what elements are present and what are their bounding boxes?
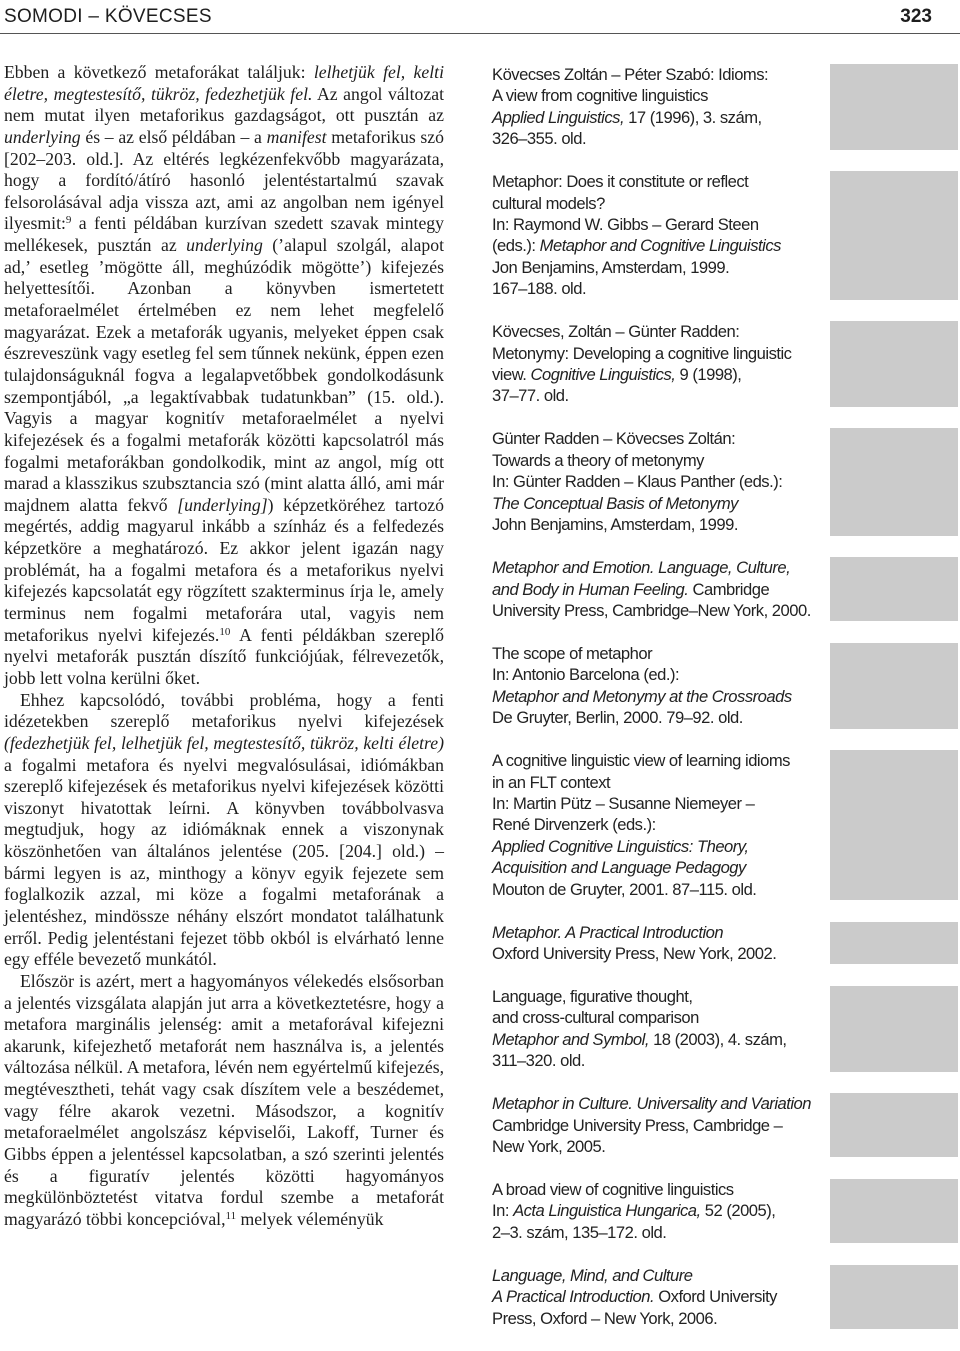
reference-line: (eds.): Metaphor and Cognitive Linguistics	[492, 236, 781, 256]
body-paragraph: Először is azért, mert a hagyományos vélekedés elsősorban a jelentés vizsgálata alapján jut arra a következtetésre, hogy a metafora marginális jelenség: amit a metaforával kifejezni akarunk, kifejezhető metaforát nem használva is, a jelentés változása nélkül. A metafora, lévén nem egyértelmű kifejezés, megtévesztheti, tehát vagy csak díszítem vele a beszédemet, vagy félre akarok vezetni. Másodszor, a kognitív metaforaelmélet angolszász képviselői, Lakoff, Turner és Gibbs éppen a jelentéssel kapcsolatban, a szó szerinti jelentés és a figuratív jelentés közötti hagyományos megkülönböztetést vitatva fordul szembe a metaforát magyarázó többi koncepcióval,$^{11}$ melyek véleményük	[4, 970, 444, 1229]
reference-line: In: Günter Radden – Klaus Panther (eds.):	[492, 472, 783, 492]
reference-line: De Gruyter, Berlin, 2000. 79–92. old.	[492, 708, 743, 728]
reference-line: A cognitive linguistic view of learning idioms	[492, 751, 790, 771]
book-cover-placeholder	[830, 64, 958, 150]
reference-line: Kövecses, Zoltán – Günter Radden:	[492, 322, 740, 342]
reference-entry	[492, 171, 822, 299]
reference-entry	[492, 750, 822, 900]
reference-entry	[492, 1265, 822, 1329]
reference-line: Günter Radden – Kövecses Zoltán:	[492, 429, 736, 449]
reference-line: Oxford University Press, New York, 2002.	[492, 943, 777, 963]
book-cover-placeholder	[830, 750, 958, 900]
reference-line: A Practical Introduction. Oxford University	[492, 1287, 777, 1307]
reference-line: Cambridge University Press, Cambridge –	[492, 1115, 783, 1135]
reference-line: Acquisition and Language Pedagogy	[492, 858, 746, 878]
book-cover-placeholder	[830, 1179, 958, 1243]
reference-entry	[492, 1093, 822, 1157]
reference-line: In: Acta Linguistica Hungarica, 52 (2005),	[492, 1201, 776, 1221]
reference-line: and cross-cultural comparison	[492, 1008, 699, 1028]
reference-entry	[492, 922, 822, 965]
reference-line: Metaphor in Culture. Universality and Variation	[492, 1094, 811, 1114]
reference-entry	[492, 643, 822, 729]
reference-line: In: Antonio Barcelona (ed.):	[492, 665, 680, 685]
reference-line: In: Martin Pütz – Susanne Niemeyer –	[492, 793, 755, 813]
reference-line: John Benjamins, Amsterdam, 1999.	[492, 515, 738, 535]
book-cover-placeholder	[830, 986, 958, 1072]
reference-line: University Press, Cambridge–New York, 2000.	[492, 600, 811, 620]
reference-line: The Conceptual Basis of Metonymy	[492, 493, 738, 513]
book-cover-placeholder	[830, 922, 958, 965]
reference-line: Mouton de Gruyter, 2001. 87–115. old.	[492, 879, 757, 899]
reference-line: Applied Linguistics, 17 (1996), 3. szám,	[492, 107, 762, 127]
book-cover-placeholder	[830, 643, 958, 729]
reference-entry	[492, 321, 822, 407]
book-cover-placeholder	[830, 171, 958, 299]
reference-entry	[492, 428, 822, 535]
reference-line: 326–355. old.	[492, 129, 587, 149]
reference-line: Jon Benjamins, Amsterdam, 1999.	[492, 257, 730, 277]
book-cover-placeholder	[830, 428, 958, 535]
reference-line: Press, Oxford – New York, 2006.	[492, 1308, 718, 1328]
reference-entry	[492, 64, 822, 150]
reference-line: Metaphor and Metonymy at the Crossroads	[492, 686, 792, 706]
reference-line: Kövecses Zoltán – Péter Szabó: Idioms:	[492, 65, 769, 84]
running-header	[0, 0, 960, 34]
reference-line: Towards a theory of metonymy	[492, 450, 704, 470]
reference-line: view. Cognitive Linguistics, 9 (1998),	[492, 365, 742, 385]
reference-line: 2–3. szám, 135–172. old.	[492, 1222, 667, 1242]
reference-line: A broad view of cognitive linguistics	[492, 1180, 734, 1199]
reference-entry	[492, 1179, 822, 1243]
reference-line: 167–188. old.	[492, 279, 587, 299]
reference-line: in an FLT context	[492, 772, 611, 792]
reference-line: Language, figurative thought,	[492, 986, 693, 1006]
reference-line: Metaphor and Symbol, 18 (2003), 4. szám,	[492, 1029, 787, 1049]
reference-line: René Dirvenzerk (eds.):	[492, 815, 656, 835]
running-title: SOMODI – KÖVECSES	[4, 6, 212, 27]
reference-line: and Body in Human Feeling. Cambridge	[492, 579, 770, 599]
reference-line: 37–77. old.	[492, 386, 569, 406]
reference-line: Metaphor. A Practical Introduction	[492, 922, 724, 942]
reference-line: 311–320. old.	[492, 1051, 585, 1071]
body-paragraph: Ehhez kapcsolódó, további probléma, hogy a fenti idézetekben szereplő metaforikus nyelvi kifejezések (fedezhetjük fel, lelhetjük fel, megtestesítő, tükröz, kelti életre) a fogalmi metafora és nyelvi megvalósulásai, idiómákban szereplő kifejezések és metaforikus nyelvi kifejezések közötti viszonyt hivatottak leírni. A könyvben továbbolvasva megtudjuk, hogy az idiómáknak ennek a viszonynak köszönhetően van általános jelentése (205. [204.] old.) – bármi legyen is az, minthogy a könyv egyik fejezete sem foglalkozik azzal, mi köze a fogalmi metaforának a jelentéshez, mindössze néhány elszórt mondatot találhatunk erről. Pedig jelentéstani fejezet több okból is elvárható lenne egy efféle bevezető munkától.	[4, 689, 444, 970]
reference-line: The scope of metaphor	[492, 643, 653, 663]
reference-entry	[492, 986, 822, 1072]
reference-line: Metaphor and Emotion. Language, Culture,	[492, 558, 791, 578]
body-paragraph: Ebben a következő metaforákat találjuk: lelhetjük fel, kelti életre, megtestesítő, tükröz, fedezhetjük fel. Az angol változat nem mutat ilyen metaforikus gazdagságot, ott pusztán az underlying és – az első példában – a manifest metaforikus szó [202–203. old.]. Az eltérés legkézenfekvőbb magyarázata, hogy a fordító/átíró hasonló jelentéstartalmú szavak felsorolásával adja vissza azt, ami az angolban nem igényel ilyesmit:$^9$ a fenti példában kurzívan szedett szavak mintegy mellékesek, pusztán az underlying (’alapul szolgál, alapot ad,’ esetleg ’mögötte áll, meghúzódik mögötte’) kifejezés helyettesítői. Azonban a könyvben ismertetett metaforaelmélet értelmében ez nem lehet megfelelő magyarázat. Ezek a metaforák ugyanis, melyeket éppen csak észreveszünk vagy esetleg fel sem tűnnek nekünk, éppen ezen tulajdonságuknál fogva a legalapvetőbbek gondolkodásunk szempontjából, „a legaktívabbak tudatunkban” (15. old.). Vagyis a magyar kognitív metaforaelmélet a nyelvi kifejezések és a fogalmi metaforák közötti kapcsolatról más fogalmi metaforákban gondolkodik, mint az angol, míg ott marad a klasszikus szubsztancia szó (mint alatta álló, ami már majdnem alatta fekvő [underlying]) képzetköréhez tartozó megértés, addig magyarul inkább a színház és a felfedezés képzetköre a meghatározó. Ez akkor jelent igazán nagy problémát, ha a fogalmi metafora és a metaforikus nyelvi kifejezés kapcsolatát egy rögzített szakterminus írja le, amely terminus nem fogalmi metaforára utal, vagyis nem metaforikus nyelvi kifejezés.$^{10}$ A fenti példákban szereplő nyelvi metaforák pusztán díszítő funkciójúak, félrevezetők, jobb lett volna kerülni őket.	[4, 62, 445, 688]
reference-line: Language, Mind, and Culture	[492, 1265, 693, 1285]
body-text-column	[4, 62, 444, 1231]
reference-line: New York, 2005.	[492, 1137, 606, 1156]
reference-entry	[492, 557, 822, 621]
reference-line: In: Raymond W. Gibbs – Gerard Steen	[492, 215, 759, 235]
reference-line: cultural models?	[492, 193, 605, 213]
reference-line: Applied Cognitive Linguistics: Theory,	[492, 836, 749, 856]
book-cover-placeholder	[830, 1093, 958, 1157]
reference-line: Metaphor: Does it constitute or reflect	[492, 172, 749, 192]
reference-line: A view from cognitive linguistics	[492, 86, 708, 106]
book-cover-placeholder	[830, 1265, 958, 1329]
book-cover-placeholder	[830, 321, 958, 407]
page-number: 323	[900, 6, 932, 27]
book-cover-placeholder	[830, 557, 958, 621]
reference-line: Metonymy: Developing a cognitive linguistic	[492, 343, 792, 363]
bibliography-column	[492, 64, 822, 1351]
